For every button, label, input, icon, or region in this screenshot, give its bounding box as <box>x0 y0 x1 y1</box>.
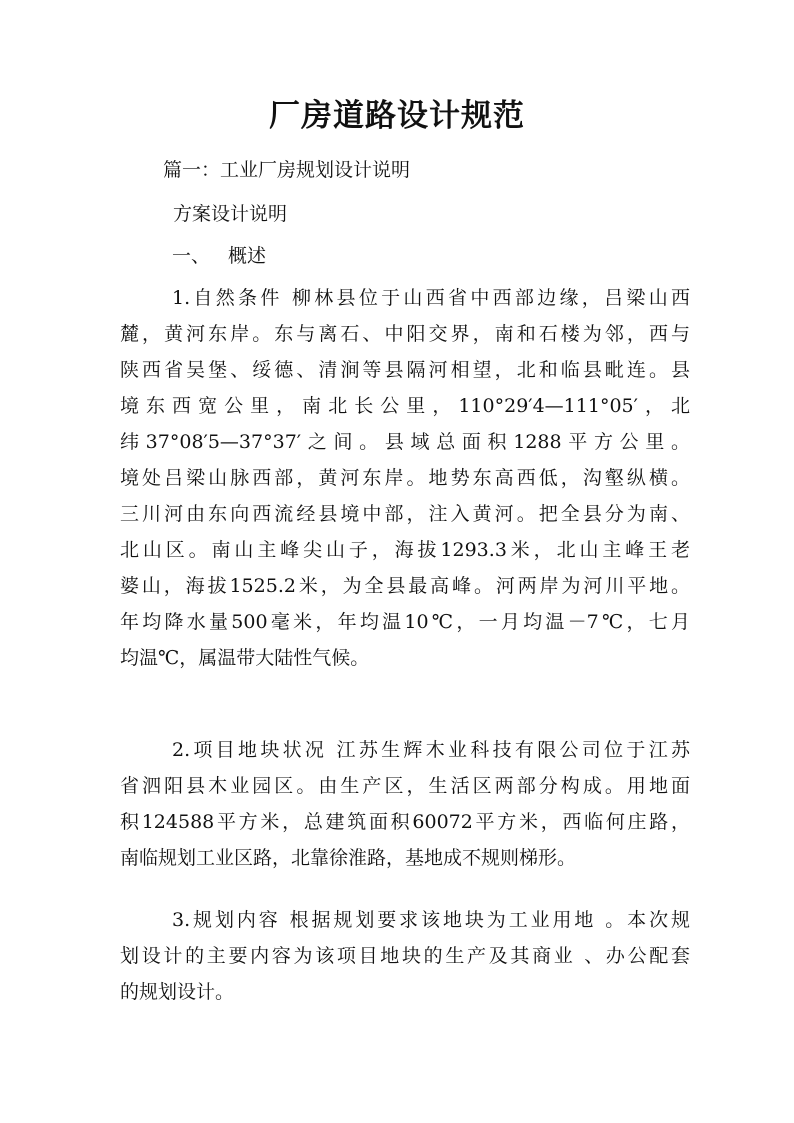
paragraph-line: 婆山，海拔1525.2米，为全县最高峰。河两岸为河川平地。 <box>120 575 690 597</box>
paragraph-site-status <box>120 732 690 876</box>
paragraph-line: 纬37°08′5—37°37′之间。县域总面积1288平方公里。 <box>120 431 690 453</box>
subsection-title: 概述 <box>228 245 267 267</box>
paragraph-line: 3.规划内容 根据规划要求该地块为工业用地 。本次规 <box>172 909 690 931</box>
paragraph-line: 2.项目地块状况 江苏生辉木业科技有限公司位于江苏 <box>172 739 690 761</box>
paragraph-line: 划设计的主要内容为该项目地块的生产及其商业 、办公配套 <box>120 945 690 967</box>
paragraph-line: 境处吕梁山脉西部，黄河东岸。地势东高西低，沟壑纵横。 <box>120 467 690 489</box>
paragraph-line: 三川河由东向西流经县境中部，注入黄河。把全县分为南、 <box>120 503 690 525</box>
paragraph-planning-content <box>120 902 690 1010</box>
paragraph-line: 均温℃，属温带大陆性气候。 <box>120 647 370 669</box>
paragraph-line: 南临规划工业区路，北靠徐淮路，基地成不规则梯形。 <box>120 847 577 869</box>
paragraph-line: 的规划设计。 <box>120 981 235 1003</box>
paragraph-line: 年均降水量500毫米，年均温10℃，一月均温－7℃，七月 <box>120 611 690 633</box>
subsection-number: 一、 <box>172 245 211 267</box>
chapter-heading: 篇一：工业厂房规划设计说明 <box>163 159 411 181</box>
document-title: 厂房道路设计规范 <box>269 98 525 134</box>
paragraph-line: 省泗阳县木业园区。由生产区，生活区两部分构成。用地面 <box>120 775 690 797</box>
paragraph-natural-conditions <box>120 280 690 676</box>
paragraph-line: 麓，黄河东岸。东与离石、中阳交界，南和石楼为邻，西与 <box>120 323 690 345</box>
paragraph-line: 陕西省吴堡、绥德、清涧等县隔河相望，北和临县毗连。县 <box>120 359 690 381</box>
paragraph-line: 境东西宽公里，南北长公里，110°29′4—111°05′，北 <box>120 395 690 417</box>
section-heading: 方案设计说明 <box>173 203 288 225</box>
paragraph-line: 1.自然条件 柳林县位于山西省中西部边缘，吕梁山西 <box>172 287 690 309</box>
paragraph-line: 积124588平方米，总建筑面积60072平方米，西临何庄路， <box>120 811 690 833</box>
paragraph-line: 北山区。南山主峰尖山子，海拔1293.3米，北山主峰王老 <box>120 539 690 561</box>
